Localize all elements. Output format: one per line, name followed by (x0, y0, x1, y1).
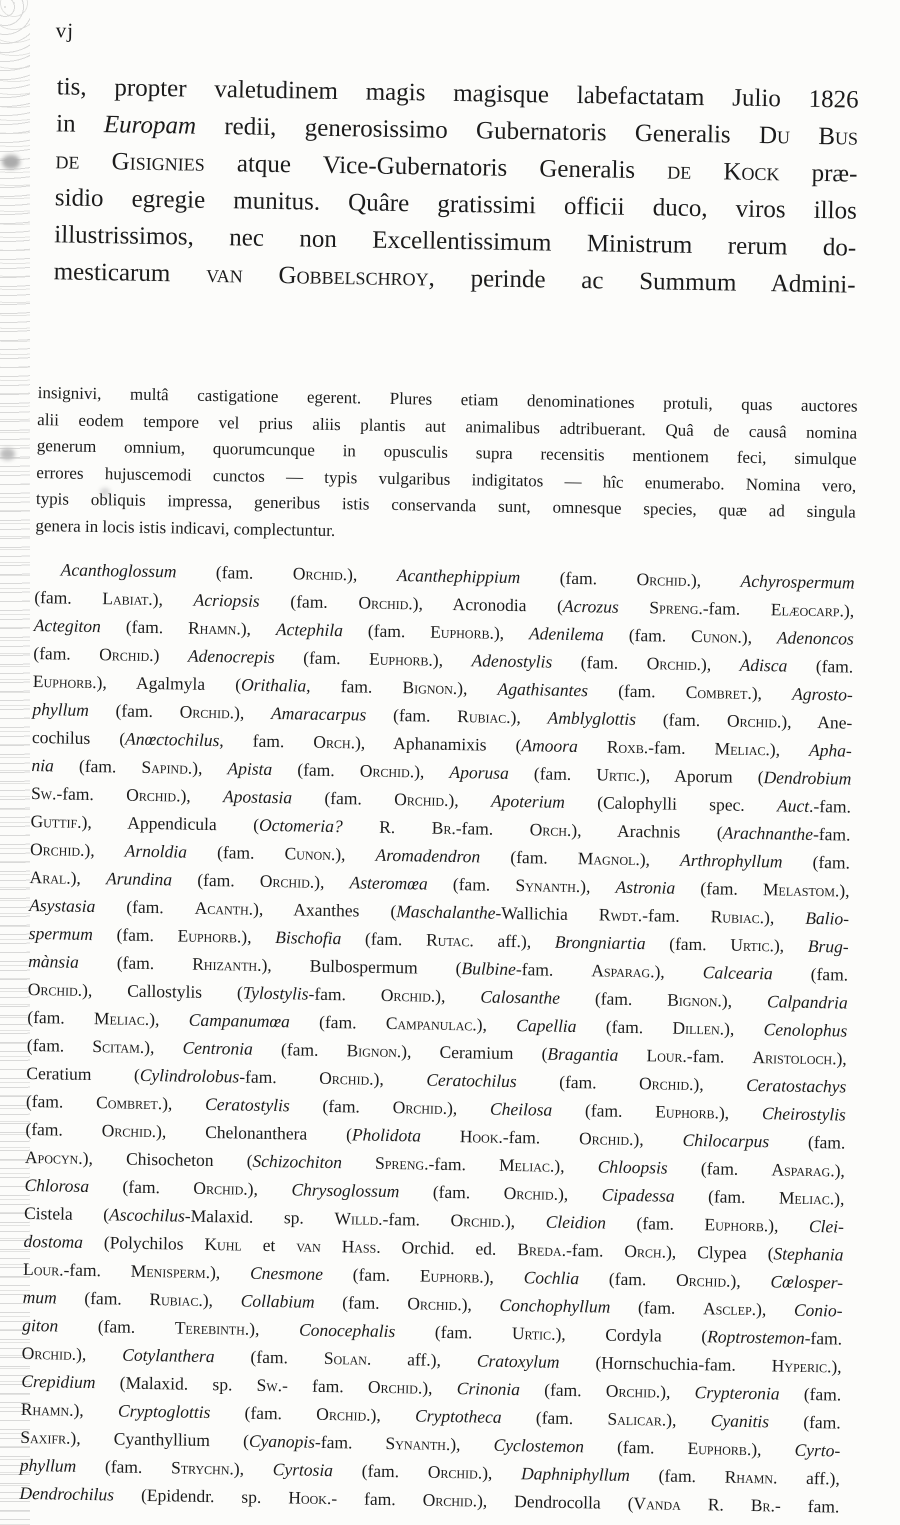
text-line: Rhamn.), Cryptoglottis (fam. Orchid.), Cryptotheca (fam. Salicar.), Cyanitis (fam. (20, 1398, 841, 1433)
text-line: Orchid.), Arnoldia (fam. Cunon.), Aromadendron (fam. Magnol.), Arthrophyllum (fam. (29, 838, 851, 873)
text-line: Aral.), Arundina (fam. Orchid.), Asteromœa (fam. Synanth.), Astronia (fam. Melastom.), (29, 866, 850, 901)
text-line: mesticarum van Gobbelschroy, perinde ac Summum Admini- (53, 258, 856, 299)
text-line: (fam. Orchid.) Adenocrepis (fam. Euphorb.), Adenostylis (fam. Orchid.), Adisca (fam. (33, 643, 854, 677)
text-line: Sw.-fam. Orchid.), Apostasia (fam. Orchid.), Apoterium (Calophylli spec. Auct.-fam. (30, 782, 852, 817)
text-line: Orchid.), Callostylis (Tylostylis-fam. Orchid.), Calosanthe (fam. Bignon.), Calpandria (27, 978, 848, 1013)
text-line: Guttif.), Appendicula (Octomeria? R. Br.-fam. Orch.), Arachnis (Arachnanthe-fam. (30, 810, 851, 845)
text-line: Dendrochilus (Epidendr. sp. Hook.- fam. Orchid.), Dendrocolla (Vanda R. Br.- fam. (19, 1482, 840, 1517)
text-line: phyllum (fam. Strychn.), Cyrtosia (fam. Orchid.), Daphniphyllum (fam. Rhamn. aff.), (19, 1454, 840, 1489)
text-line: Ceratium (Cylindrolobus-fam. Orchid.), Ceratochilus (fam. Orchid.), Ceratostachys (26, 1062, 847, 1097)
text-line: (fam. Orchid.), Chelonanthera (Pholidota Hook.-fam. Orchid.), Chilocarpus (fam. (25, 1118, 846, 1153)
text-line: (fam. Labiat.), Acriopsis (fam. Orchid.), Acronodia (Acrozus Spreng.-fam. Elæocarp.), (34, 587, 855, 621)
text-line: mànsia (fam. Rhizanth.), Bulbospermum (Bulbine-fam. Asparag.), Calcearia (fam. (28, 950, 849, 985)
text-line: errores hujuscemodi cunctos — typis vulgaribus indigitatos — hîc enumerabo. Nomina vero, (36, 462, 857, 496)
text-line: spermum (fam. Euphorb.), Bischofia (fam. Rutac. aff.), Brongniartia (fam. Urtic.), Brug- (28, 922, 849, 957)
text-line: sidio egregie munitus. Quâre gratissimi officii duco, viros illos (54, 184, 858, 225)
text-line: insignivi, multâ castigatione egerent. Plures etiam denominationes protuli, quas auctores (37, 383, 858, 416)
page-number: vj (55, 18, 75, 43)
text-line: Orchid.), Cotylanthera (fam. Solan. aff.), Cratoxylum (Hornschuchia-fam. Hyperic.), (21, 1342, 842, 1377)
main-paragraph (53, 68, 859, 303)
text-line: Acanthoglossum (fam. Orchid.), Acanthephippium (fam. Orchid.), Achyrospermum (60, 559, 855, 593)
text-line: mum (fam. Rubiac.), Collabium (fam. Orchid.), Conchophyllum (fam. Asclep.), Conio- (22, 1286, 843, 1321)
text-line: Chlorosa (fam. Orchid.), Chrysoglossum (fam. Orchid.), Cipadessa (fam. Meliac.), (24, 1174, 845, 1209)
text-line: giton (fam. Terebinth.), Conocephalis (fam. Urtic.), Cordyla (Roptrostemon-fam. (22, 1314, 843, 1349)
scan-artifact (2, 155, 20, 169)
text-line: (fam. Meliac.), Campanumœa (fam. Campanulac.), Capellia (fam. Dillen.), Cenolophus (27, 1006, 848, 1041)
text-line: typis obliquis impressa, generibus istis conservanda sunt, omnesque species, quæ ad singula (35, 489, 856, 522)
text-line: dostoma (Polychilos Kuhl et van Hass. Orchid. ed. Breda.-fam. Orch.), Clypea (Stephania (23, 1230, 844, 1265)
text-line: Lour.-fam. Menisperm.), Cnesmone (fam. Euphorb.), Cochlia (fam. Orchid.), Cœlosper- (22, 1258, 844, 1293)
genus-list (19, 555, 855, 1520)
scan-artifact (0, 448, 15, 460)
text-line: Apocyn.), Chisocheton (Schizochiton Spreng.-fam. Meliac.), Chloopsis (fam. Asparag.), (24, 1146, 846, 1181)
text-line: tis, propter valetudinem magis magisque labefactatam Julio 1826 (56, 73, 859, 114)
text-line: phyllum (fam. Orchid.), Amaracarpus (fam. Rubiac.), Amblyglottis (fam. Orchid.), Ane- (32, 699, 853, 733)
text-line: in Europam redii, generosissimo Gubernatoris Generalis Du Bus (55, 110, 859, 151)
text-line: (fam. Scitam.), Centronia (fam. Bignon.), Ceramium (Bragantia Lour.-fam. Aristoloch.), (26, 1034, 847, 1069)
text-line: Euphorb.), Agalmyla (Orithalia, fam. Bignon.), Agathisantes (fam. Combret.), Agrosto- (32, 671, 853, 705)
text-line: Actegiton (fam. Rhamn.), Actephila (fam. Euphorb.), Adenilema (fam. Cunon.), Adenoncos (33, 615, 854, 649)
text-line: Cistela (Ascochilus-Malaxid. sp. Willd.-fam. Orchid.), Cleidion (fam. Euphorb.), Clei- (23, 1202, 845, 1237)
text-line: de Gisignies atque Vice-Gubernatoris Generalis de Kock præ- (55, 147, 858, 188)
text-line: nia (fam. Sapind.), Apista (fam. Orchid.), Aporusa (fam. Urtic.), Aporum (Dendrobium (31, 754, 852, 789)
text-line: (fam. Combret.), Ceratostylis (fam. Orchid.), Cheilosa (fam. Euphorb.), Cheirostylis (25, 1090, 847, 1125)
text-line: illustrissimos, nec non Excellentissimum Ministrum rerum do- (54, 221, 857, 262)
text-line: Crepidium (Malaxid. sp. Sw.- fam. Orchid.), Crinonia (fam. Orchid.), Crypteronia (fam. (21, 1370, 842, 1405)
page-content (13, 12, 868, 1521)
text-line: generum omnium, quorumcunque in opusculis supra recensitis mentionem feci, simulque (36, 436, 857, 469)
text-line: genera in locis istis indicavi, complectuntur. (35, 515, 336, 540)
text-line: Asystasia (fam. Acanth.), Axanthes (Maschalanthe-Wallichia Rwdt.-fam. Rubiac.), Balio- (29, 894, 850, 929)
footnote-paragraph (35, 380, 858, 553)
text-line: Saxifr.), Cyanthyllium (Cyanopis-fam. Synanth.), Cyclostemon (fam. Euphorb.), Cyrto- (20, 1426, 841, 1461)
text-line: alii eodem tempore vel prius aliis plantis aut animalibus adtribuerant. Quâ de causâ nomina (37, 409, 858, 443)
text-line: cochilus (Anœctochilus, fam. Orch.), Aphanamixis (Amoora Roxb.-fam. Meliac.), Apha- (31, 727, 853, 761)
